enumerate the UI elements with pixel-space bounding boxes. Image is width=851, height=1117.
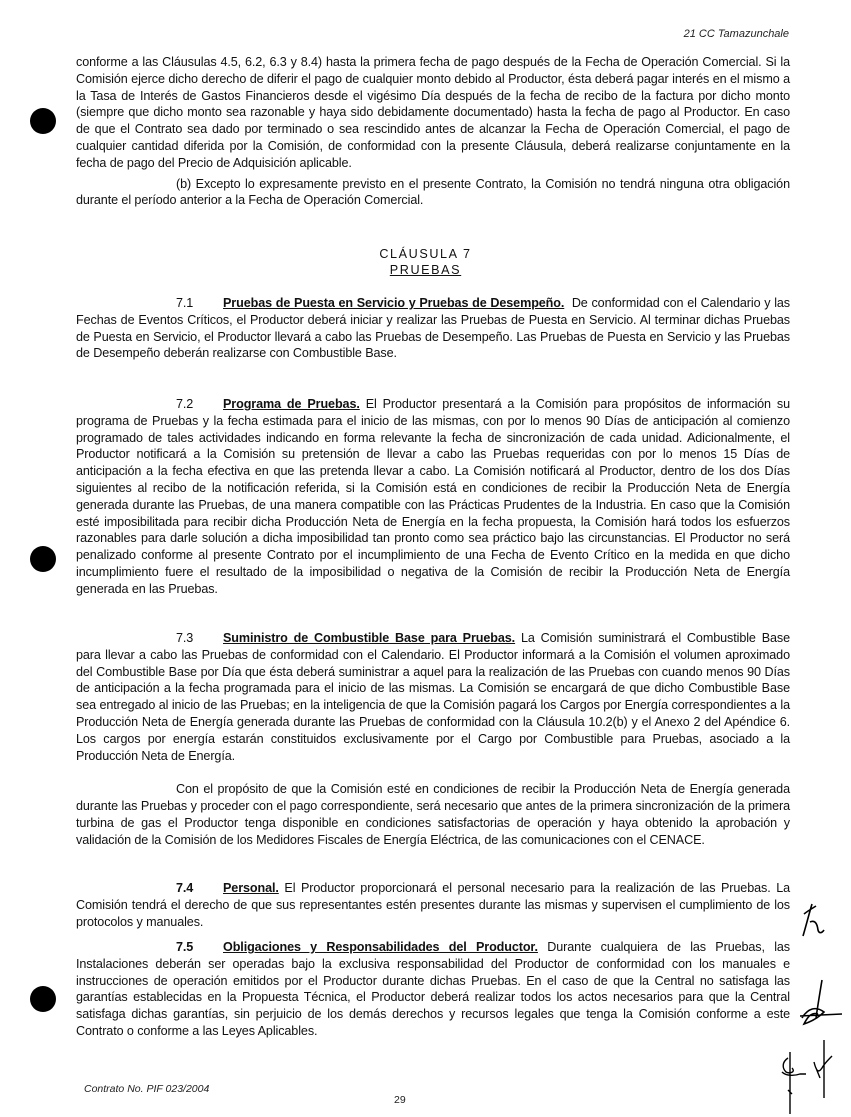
intro-block [76, 54, 790, 209]
section-7-2 [76, 396, 790, 598]
section-number: 7.4 [176, 881, 194, 895]
section-number: 7.1 [176, 296, 194, 310]
section-paragraph [76, 295, 790, 362]
section-paragraph [76, 939, 790, 1040]
section-paragraph [76, 880, 790, 930]
intro-item-b: (b) Excepto lo expresamente previsto en el presente Contrato, la Comisión no tendrá ninguna otra obligación durante el período anterior a la Fecha de Operación Comercial. [76, 176, 790, 208]
initial-cross-icon [798, 978, 844, 1028]
initial-k-icon [800, 900, 830, 940]
section-text: El Productor proporcionará el personal necesario para la realización de las Pruebas. La Comisión tendrá el derecho de que sus representantes estén presentes durante las mismas y supervisen el cumplimiento de los protocolos y manuales. [76, 881, 790, 929]
section-number: 7.3 [176, 631, 194, 645]
section-number: 7.2 [176, 397, 194, 411]
section-paragraph [76, 630, 790, 764]
section-text: La Comisión suministrará el Combustible Base para llevar a cabo las Pruebas de conformidad con el Calendario. El Productor informará a la Comisión el volumen aproximado del Combustible Base por Día que ésta deberá suministrar a aquel para la realización de las Pruebas con cuando menos 90 Días de anticipación a la fecha programada para el inicio de las mismas. La Comisión se encargará de que dicho Combustible Base sea entregado al inicio de las Pruebas; en la inteligencia de que la Comisión pagará los Cargos por Energía correspondientes a la Producción Neta de Energía generada durante las Pruebas de conformidad con la Cláusula 10.2(b) y el Anexo 2 del Apéndice 6. Los cargos por energía estarán constituidos exclusivamente por el Cargo por Combustible para Pruebas, asociado a la Producción Neta de Energía. [76, 631, 790, 763]
section-title: Pruebas de Puesta en Servicio y Pruebas de Desempeño. [223, 296, 565, 310]
punch-hole [30, 986, 56, 1012]
section-7-1 [76, 295, 790, 362]
section-7-5 [76, 939, 790, 1040]
section-title: Programa de Pruebas. [223, 397, 360, 411]
signature-bottom-icon [776, 1038, 846, 1117]
section-title: Personal. [223, 881, 279, 895]
section-title: Suministro de Combustible Base para Pruebas. [223, 631, 516, 645]
section-paragraph [76, 396, 790, 598]
section-text: El Productor presentará a la Comisión para propósitos de información su programa de Pruebas y la fecha estimada para el inicio de las mismas, con por lo menos 90 Días de anticipación al comienzo programado de tales actividades indicando en forma relevante la fecha de sincronización de cada unidad. Adicionalmente, el Productor notificará a la Comisión su pretensión de llevar a cabo las Pruebas requeridas con por lo menos 15 Días de anticipación a la fecha efectiva en que las pretenda llevar a cabo. La Comisión notificará al Productor, dentro de los dos Días siguientes al recibo de la notificación referida, si la Comisión está en condiciones de recibir la Producción Neta de Energía generada durante las Pruebas, de una manera compatible con las Prácticas Prudentes de la Industria. En caso que la Comisión esté imposibilitada para recibir dicha Producción Neta de Energía en la fecha propuesta, la Comisión hará todos los esfuerzos razonables para darle solución a dicha imposibilidad tan pronto como sea práctico bajo las circunstancias. El Productor no será penalizado conforme al presente Contrato por el incumplimiento de una Fecha de Evento Crítico en la medida en que dicho incumplimiento fuere el resultado de la imposibilidad o negativa de la Comisión de recibir la Producción Neta de Energía generada en las Pruebas. [76, 397, 790, 596]
section-text: De conformidad con el Calendario y las Fechas de Eventos Críticos, el Productor deberá iniciar y realizar las Pruebas de Puesta en Servicio. Al terminar dichas Pruebas de Puesta en Servicio, el Productor llevará a cabo las Pruebas de Desempeño. Las Pruebas de Puesta en Servicio y las Pruebas de Desempeño deberán realizarse con Combustible Base. [76, 296, 790, 361]
section-7-3 [76, 630, 790, 849]
punch-hole [30, 108, 56, 134]
section-7-4 [76, 880, 790, 930]
clause-title: PRUEBAS [389, 263, 462, 277]
header-project-name: 21 CC Tamazunchale [683, 28, 789, 40]
page-number: 29 [394, 1094, 406, 1106]
punch-hole [30, 546, 56, 572]
section-extra-paragraph: Con el propósito de que la Comisión esté en condiciones de recibir la Producción Neta de Energía generada durante las Pruebas y proceder con el pago correspondiente, será necesario que antes de la primera sincronización de la primera turbina de gas el Productor tenga disponible en condiciones satisfactorias de operación y haya obtenido la aprobación y validación de la Comisión de los Medidores Fiscales de Energía Eléctrica, de las comunicaciones con el CENACE. [76, 782, 790, 847]
section-text: Durante cualquiera de las Pruebas, las Instalaciones deberán ser operadas bajo la exclusiva responsabilidad del Productor de conformidad con los manuales e instrucciones de operación emitidos por el Productor durante dichas Pruebas. En el caso de que la Central no satisfaga las garantías establecidas en la Propuesta Técnica, el Productor deberá realizar todos los actos necesarios para que la Central satisfaga dichas garantías, sin perjuicio de los demás derechos y recursos legales que tenga la Comisión conforme a este Contrato o conforme a las Leyes Aplicables. [76, 940, 791, 1038]
section-number: 7.5 [176, 940, 194, 954]
clause-label: CLÁUSULA 7 [379, 247, 472, 261]
section-title: Obligaciones y Responsabilidades del Productor. [223, 940, 538, 954]
footer-contract-number: Contrato No. PIF 023/2004 [84, 1083, 210, 1095]
intro-paragraph: conforme a las Cláusulas 4.5, 6.2, 6.3 y 8.4) hasta la primera fecha de pago después de la Fecha de Operación Comercial. Si la Comisión ejerce dicho derecho de diferir el pago de cualquier monto debido al Productor, ésta deberá pagar interés en el mismo a la Tasa de Interés de Gastos Financieros desde el vigésimo Día después de la fecha de recibo de la factura por dicho monto (siempre que dicho monto sea razonable y haya sido debidamente documentado) hasta la fecha de pago al Productor. En caso de que el Contrato sea dado por terminado o sea rescindido antes de alcanzar la Fecha de Operación Comercial, el pago de cualquier cantidad diferida por la Comisión, de conformidad con la presente Cláusula, deberá realizarse conjuntamente en la fecha de pago del Precio de Adquisición aplicable. [76, 55, 790, 170]
